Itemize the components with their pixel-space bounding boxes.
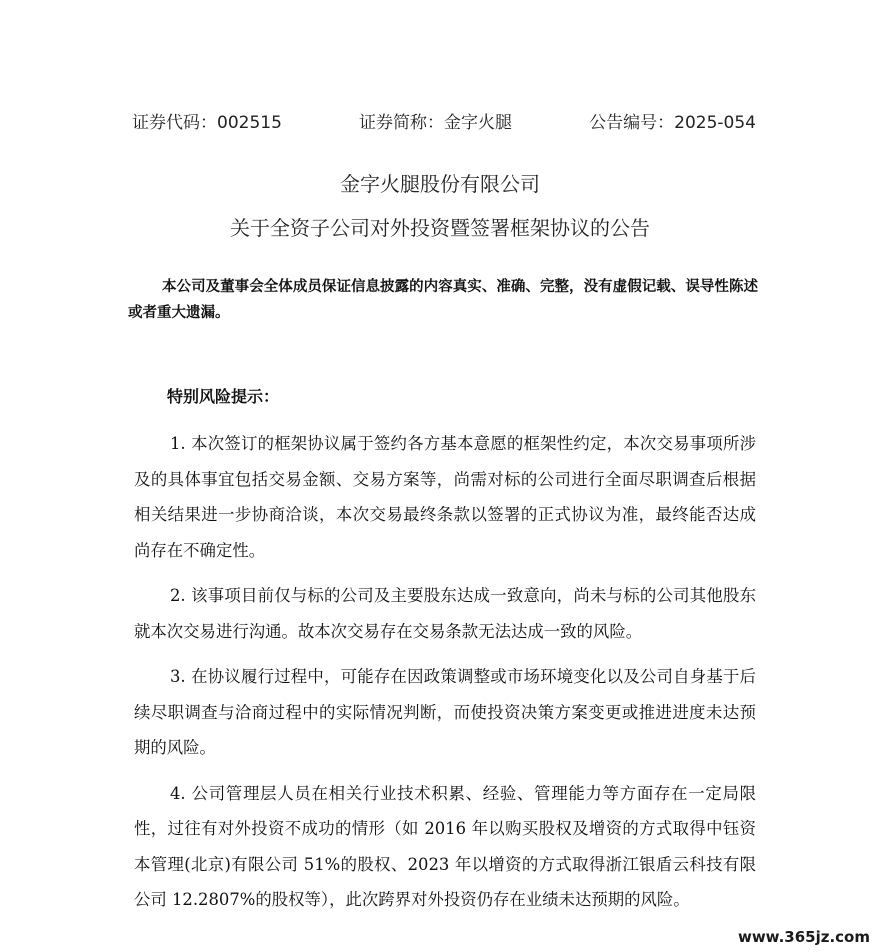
- notice-number: 公告编号：2025-054: [589, 113, 756, 133]
- document-title: 关于全资子公司对外投资暨签署框架协议的公告: [230, 216, 650, 240]
- stock-code: 证券代码：002515: [132, 113, 282, 133]
- site-watermark: www.365jz.com: [734, 926, 874, 948]
- document-header: [132, 108, 756, 133]
- risk-item-1: 1. 本次签订的框架协议属于签约各方基本意愿的框架性约定，本次交易事项所涉及的具体事宜包括交易金额、交易方案等，尚需对标的公司进行全面尽职调查后根据相关结果进一步协商洽谈，本次交易最终条款以签署的正式协议为准，最终能否达成尚存在不确定性。: [134, 434, 756, 560]
- company-name: 金字火腿股份有限公司: [340, 172, 540, 196]
- risk-item-3: 3. 在协议履行过程中，可能存在因政策调整或市场环境变化以及公司自身基于后续尽职调查与洽商过程中的实际情况判断，而使投资决策方案变更或推进进度未达预期的风险。: [134, 667, 756, 757]
- board-statement: 本公司及董事会全体成员保证信息披露的内容真实、准确、完整，没有虚假记载、误导性陈述或者重大遗漏。: [128, 279, 758, 321]
- stock-short-name: 证券简称：金字火腿: [359, 113, 513, 133]
- risk-item-2: 2. 该事项目前仅与标的公司及主要股东达成一致意向，尚未与标的公司其他股东就本次交易进行沟通。故本次交易存在交易条款无法达成一致的风险。: [134, 586, 756, 641]
- risk-item-4: 4. 公司管理层人员在相关行业技术积累、经验、管理能力等方面存在一定局限性，过往有对外投资不成功的情形（如 2016 年以购买股权及增资的方式取得中钰资本管理(北京)有限公司 51%的股权、2023 年以增资的方式取得浙江银盾云科技有限公司 12.2807%的股权等），此次跨界对外投资仍存在业绩未达预期的风险。: [134, 783, 756, 909]
- risk-heading: 特别风险提示：: [167, 387, 280, 406]
- risk-items: [134, 426, 756, 928]
